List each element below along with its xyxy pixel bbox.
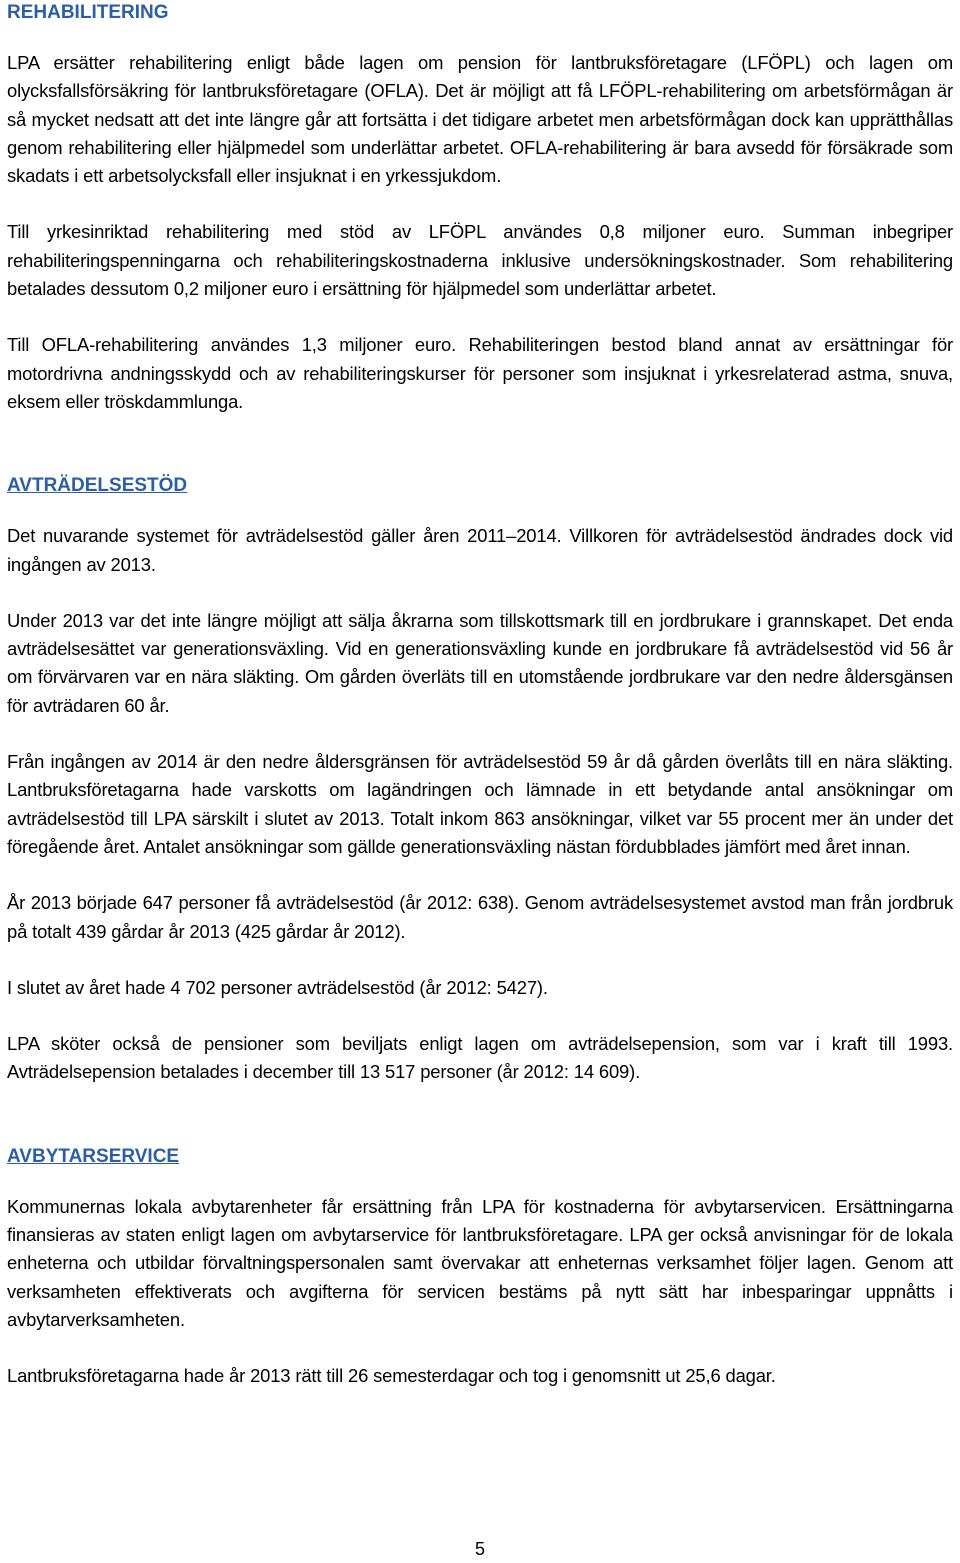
- paragraph: LPA sköter också de pensioner som beviljats enligt lagen om avträdelsepension, som var i kraft till 1993. Avträdelsepension betalades i december till 13 517 personer (år 2012: 14 609).: [7, 1033, 953, 1083]
- section-heading-avbytarservice: AVBYTARSERVICE: [7, 1145, 180, 1167]
- paragraph: Till yrkesinriktad rehabilitering med stöd av LFÖPL användes 0,8 miljoner euro. Summan inbegriper rehabiliteringspenningarna och rehabiliteringskostnaderna inklusive undersökningskostnader. Som rehabilitering betalades dessutom 0,2 miljoner euro i ersättning för hjälpmedel som underlättar arbetet.: [7, 221, 953, 300]
- paragraph: Lantbruksföretagarna hade år 2013 rätt till 26 semesterdagar och tog i genomsnitt ut 25,6 dagar.: [7, 1365, 776, 1387]
- section-heading-avtradelsestod: AVTRÄDELSESTÖD: [7, 475, 188, 497]
- document-page: [7, 0, 953, 1391]
- section-heading-rehabilitering: REHABILITERING: [7, 2, 169, 23]
- paragraph: Till OFLA-rehabilitering användes 1,3 miljoner euro. Rehabiliteringen bestod bland annat av ersättningar för motordrivna andningsskydd och av rehabiliteringskurser för personer som insjuknat i yrkesrelaterad astma, snuva, eksem eller tröskdammlunga.: [7, 334, 953, 412]
- paragraph: År 2013 började 647 personer få avträdelsestöd (år 2012: 638). Genom avträdelsesystemet avstod man från jordbruk på totalt 439 gårdar år 2013 (425 gårdar år 2012).: [7, 892, 953, 942]
- paragraph: Under 2013 var det inte längre möjligt att sälja åkrarna som tillskottsmark till en jordbrukare i grannskapet. Det enda avträdelsesättet var generationsväxling. Vid en generationsväxling kunde en jordbrukare få avträdelsestöd vid 56 år om förvärvaren var en nära släkting. Om gården överläts till en utomstående jordbrukare var den nedre åldersgänsen för avträdaren 60 år.: [7, 609, 953, 716]
- paragraph: Det nuvarande systemet för avträdelsestöd gäller åren 2011–2014. Villkoren för avträdelsestöd ändrades dock vid ingången av 2013.: [7, 525, 953, 575]
- paragraph: Kommunernas lokala avbytarenheter får ersättning från LPA för kostnaderna för avbytarservicen. Ersättningarna finansieras av staten enligt lagen om avbytarservice för lantbruksföretagare. LPA ger också anvisningar för de lokala enheterna och utbildar förvaltningspersonalen samt övervakar att enheternas verksamhet följer lagen. Genom att verksamheten effektiverats och avgifterna för servicen bestäms på nytt sätt har inbesparingar uppnåtts i avbytarverksamheten.: [7, 1195, 953, 1330]
- paragraph: Från ingången av 2014 är den nedre åldersgränsen för avträdelsestöd 59 år då gården överlåts till en nära släkting. Lantbruksföretagarna hade varskotts om lagändringen och lämnade in ett betydande antal ansökningar om avträdelsestöd till LPA särskilt i slutet av 2013. Totalt inkom 863 ansökningar, vilket var 55 procent mer än under det föregående året. Antalet ansökningar som gällde generationsväxling nästan fördubblades jämfört med året innan.: [7, 751, 953, 857]
- paragraph: LPA ersätter rehabilitering enligt både lagen om pension för lantbruksföretagare (LFÖPL) och lagen om olycksfallsförsäkring för lantbruksföretagare (OFLA). Det är möjligt att få LFÖPL-rehabilitering om arbetsförmågan är så mycket nedsatt att det inte längre går att fortsätta i det tidigare arbetet men arbetsförmågan dock kan upprätthållas genom rehabilitering eller hjälpmedel som underlättar arbetet. OFLA-rehabilitering är bara avsedd för försäkrade som skadats i ett arbetsolycksfall eller insjuknat i en yrkessjukdom.: [7, 52, 953, 187]
- paragraph: I slutet av året hade 4 702 personer avträdelsestöd (år 2012: 5427).: [7, 976, 548, 998]
- page-number: 5: [474, 1539, 485, 1559]
